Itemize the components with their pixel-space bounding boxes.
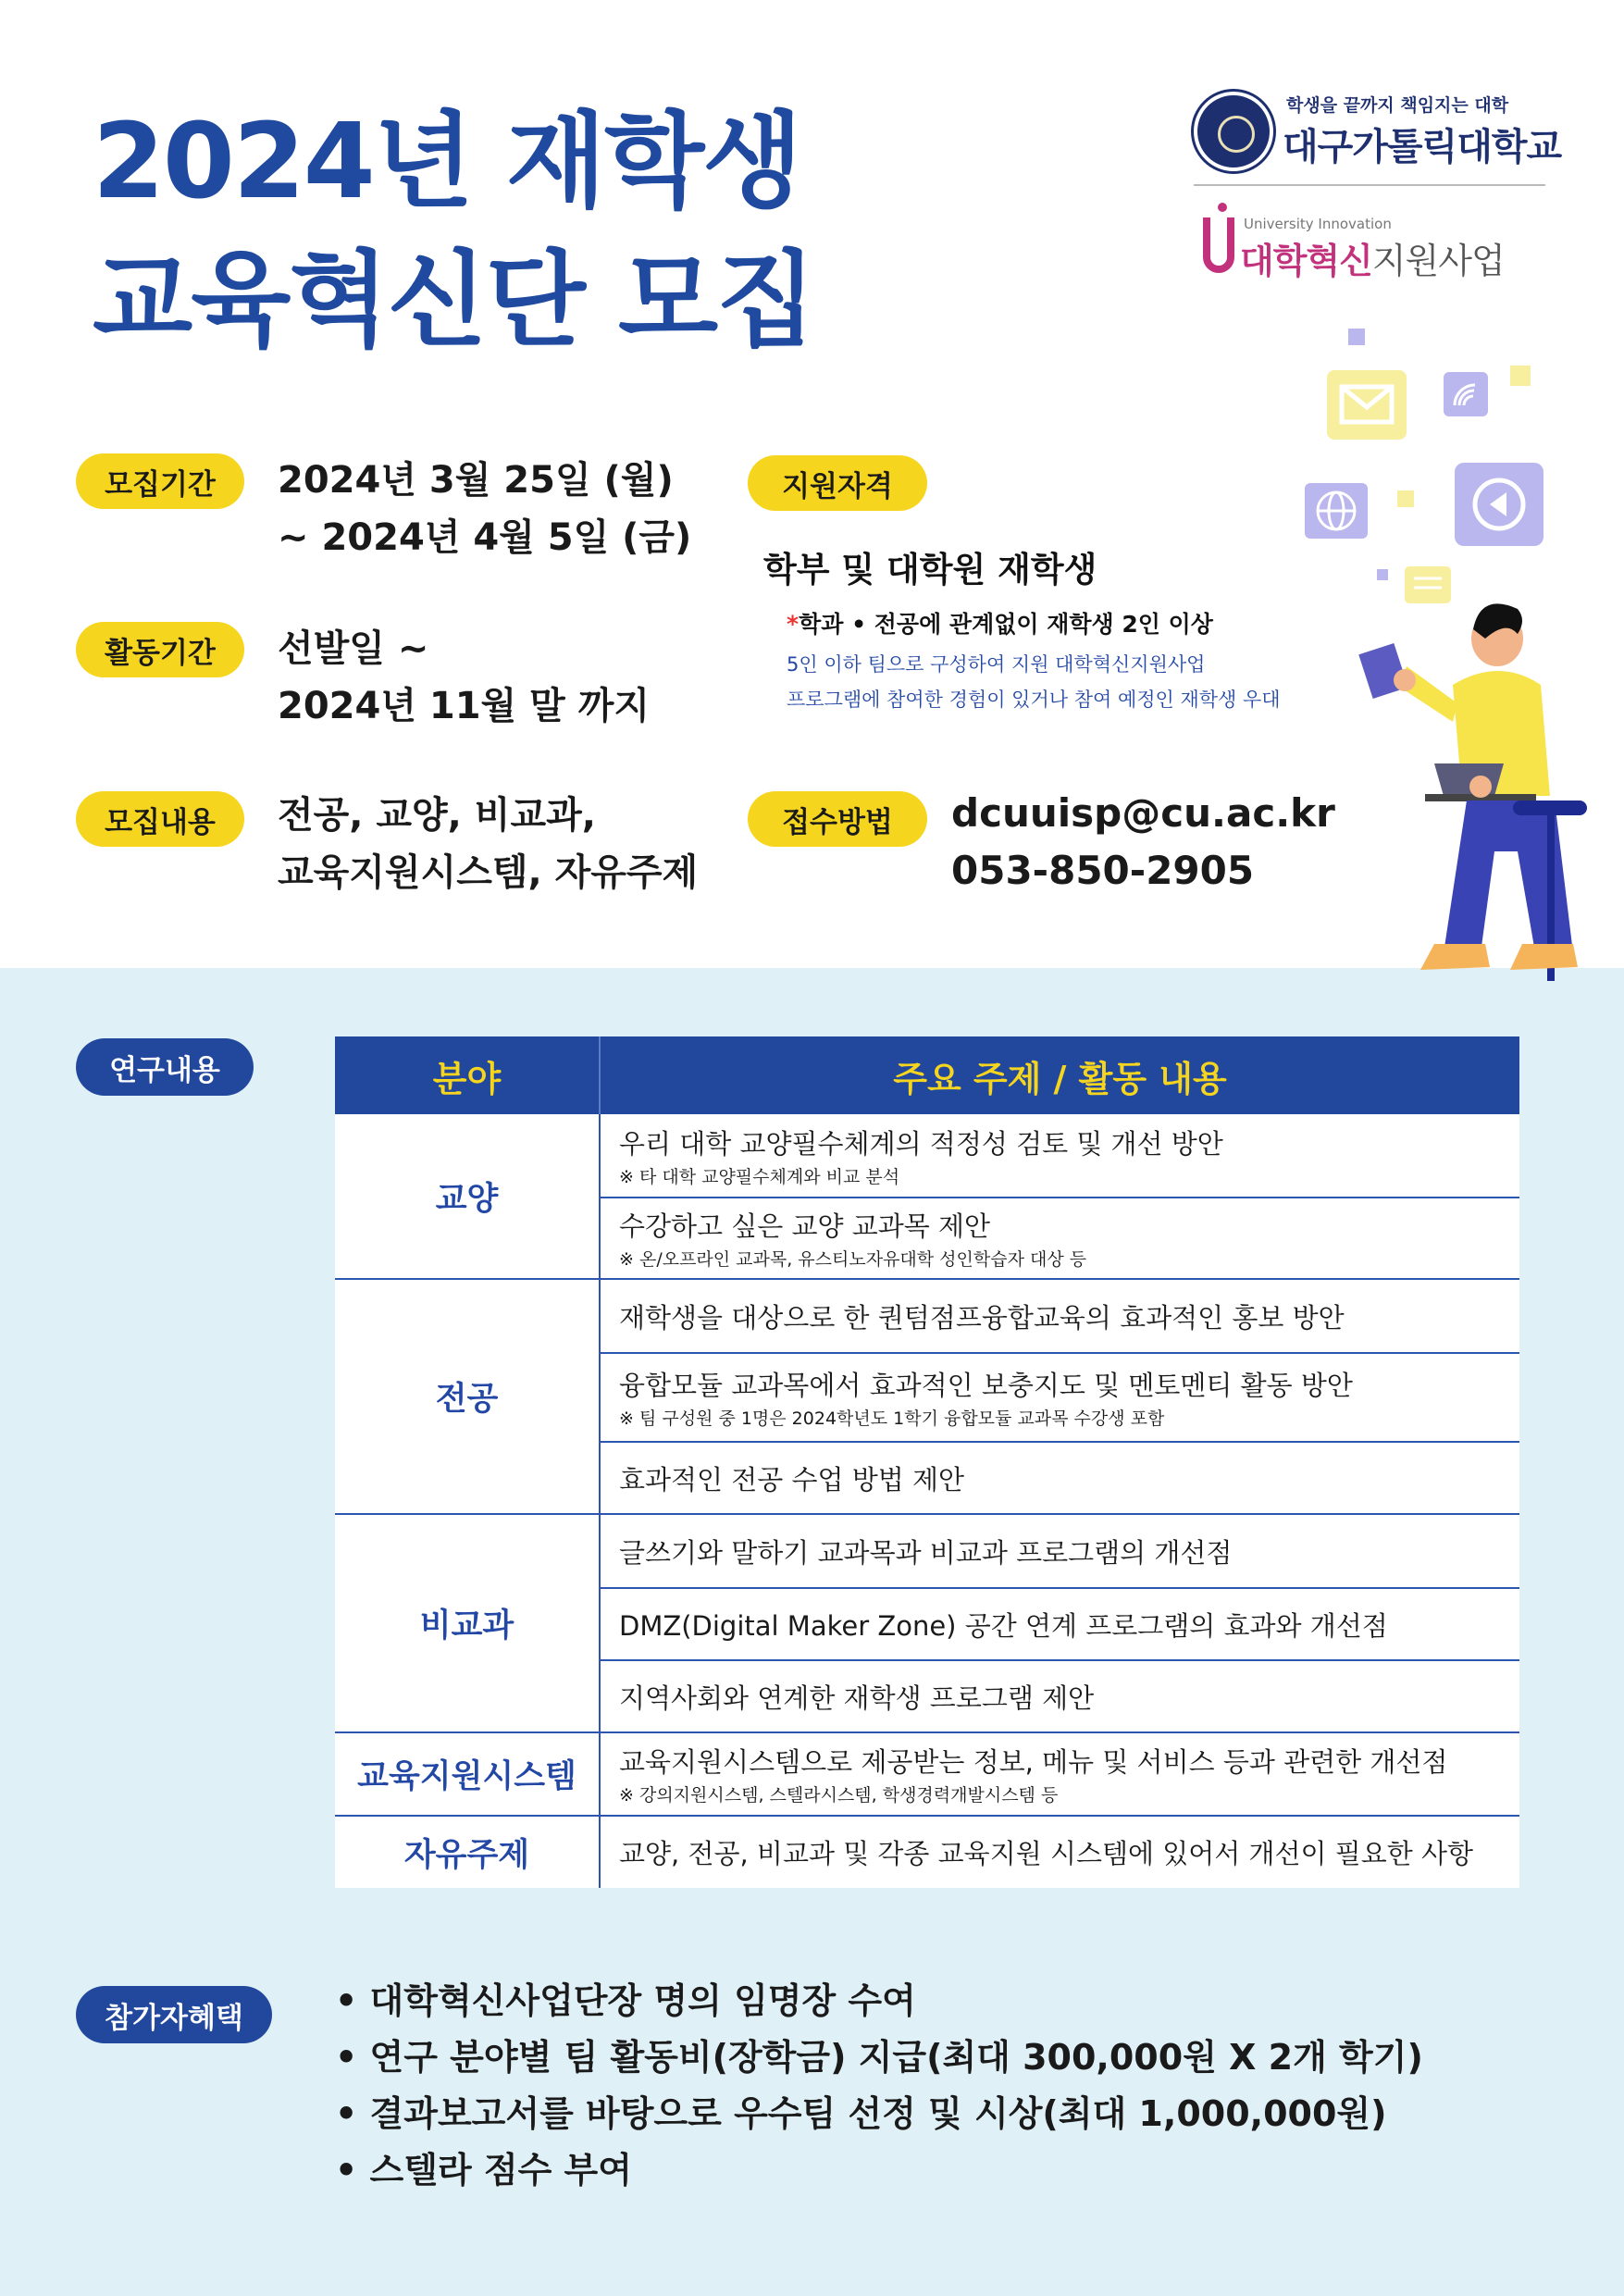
topic-sub: ※ 타 대학 교양필수체계와 비교 분석 (619, 1166, 900, 1187)
topic-text: 수강하고 싶은 교양 교과목 제안 (619, 1210, 991, 1242)
topic-text: 재학생을 대상으로 한 퀀텀점프융합교육의 효과적인 홍보 방안 (619, 1301, 1345, 1334)
topic-text: 교육지원시스템으로 제공받는 정보, 메뉴 및 서비스 등과 관련한 개선점 (619, 1746, 1448, 1778)
wifi-icon (1444, 372, 1488, 416)
category-liberal: 교양 (335, 1114, 600, 1279)
period-label: 모집기간 (76, 453, 244, 509)
table-row (335, 1514, 1519, 1588)
topic-cell (600, 1114, 1519, 1198)
qualification-note (787, 606, 1213, 639)
topic-cell (600, 1588, 1519, 1660)
content-line-1: 전공, 교양, 비교과, (278, 794, 596, 837)
university-tagline: 학생을 끝까지 책임지는 대학 (1286, 95, 1509, 116)
program-name-red: 대학혁신 (1240, 241, 1372, 281)
topic-cell (600, 1514, 1519, 1588)
topic-cell (600, 1353, 1519, 1442)
qualification-main: 학부 및 대학원 재학생 (763, 550, 1097, 590)
program-name-dark: 지원사업 (1371, 241, 1505, 281)
content-line-2: 교육지원시스템, 자유주제 (278, 851, 699, 894)
qualification-label: 지원자격 (748, 455, 927, 511)
activity-line-1: 선발일 ~ (278, 627, 429, 670)
activity-label: 활동기간 (76, 622, 244, 677)
university-name: 대구가톨릭대학교 (1283, 126, 1562, 168)
benefit-item: • 대학혁신사업단장 명의 임명장 수여 (335, 1973, 1423, 2029)
program-name (1240, 232, 1505, 283)
topic-sub: ※ 팀 구성원 중 1명은 2024학년도 1학기 융합모듈 교과목 수강생 포함 (619, 1409, 1165, 1429)
title-line-2: 교육혁신단 모집 (93, 241, 815, 361)
header-field: 분야 (335, 1036, 600, 1114)
content-label: 모집내용 (76, 791, 244, 847)
topic-text: DMZ(Digital Maker Zone) 공간 연계 프로그램의 효과와 개선점 (619, 1609, 1388, 1642)
university-seal-icon (1194, 92, 1273, 171)
period-line-1: 2024년 3월 25일 (월) (278, 459, 674, 502)
deco-square-1 (1348, 329, 1365, 345)
activity-line-2: 2024년 11월 말 까지 (278, 685, 650, 727)
content-value (278, 787, 698, 901)
topic-text: 우리 대학 교양필수체계의 적정성 검토 및 개선 방안 (619, 1127, 1223, 1160)
student-with-laptop-illustration (1358, 603, 1587, 981)
topic-text: 글쓰기와 말하기 교과목과 비교과 프로그램의 개선점 (619, 1536, 1233, 1569)
period-value (278, 452, 691, 566)
logo-divider (1194, 184, 1545, 186)
category-free: 자유주제 (335, 1816, 600, 1888)
topic-text: 효과적인 전공 수업 방법 제안 (619, 1463, 965, 1496)
category-extracurricular: 비교과 (335, 1514, 600, 1732)
qualification-note-star: * (787, 611, 800, 638)
table-row (335, 1114, 1519, 1198)
topic-sub: ※ 온/오프라인 교과목, 유스티노자유대학 성인학습자 대상 등 (619, 1249, 1087, 1270)
apply-email[interactable]: dcuuisp@cu.ac.kr (951, 790, 1335, 836)
globe-icon (1305, 483, 1368, 539)
activity-value (278, 620, 650, 735)
table-header-row (335, 1036, 1519, 1114)
research-label: 연구내용 (76, 1038, 254, 1096)
apply-value (951, 785, 1335, 900)
category-major: 전공 (335, 1279, 600, 1514)
topic-cell (600, 1816, 1519, 1888)
topic-cell (600, 1279, 1519, 1353)
header-topic: 주요 주제 / 활동 내용 (600, 1036, 1519, 1114)
period-line-2: ~ 2024년 4월 5일 (금) (278, 516, 692, 559)
topic-cell (600, 1660, 1519, 1732)
deco-square-2 (1510, 366, 1531, 386)
program-small-label: University Innovation (1244, 216, 1392, 232)
topic-cell (600, 1442, 1519, 1514)
topic-cell (600, 1732, 1519, 1816)
deco-square-3 (1397, 490, 1414, 507)
apply-label: 접수방법 (748, 791, 927, 847)
table-row (335, 1279, 1519, 1353)
benefit-item: • 연구 분야별 팀 활동비(장학금) 지급(최대 300,000원 X 2개 학기) (335, 2029, 1423, 2086)
table-row (335, 1816, 1519, 1888)
title-line-1: 2024년 재학생 (93, 102, 801, 222)
topic-sub: ※ 강의지원시스템, 스텔라시스템, 학생경력개발시스템 등 (619, 1785, 1059, 1806)
table-row (335, 1732, 1519, 1816)
benefit-label: 참가자혜택 (76, 1986, 272, 2043)
page-title (93, 93, 814, 370)
mail-icon (1327, 370, 1407, 440)
topic-text: 융합모듈 교과목에서 효과적인 보충지도 및 멘토멘티 활동 방안 (619, 1370, 1353, 1401)
university-innovation-logo-icon (1203, 217, 1234, 273)
benefit-item: • 스텔라 점수 부여 (335, 2142, 1423, 2199)
research-table (335, 1036, 1519, 1888)
qualification-sub-1: 5인 이하 팀으로 구성하여 지원 대학혁신지원사업 (787, 653, 1206, 676)
benefit-item: • 결과보고서를 바탕으로 우수팀 선정 및 시상(최대 1,000,000원) (335, 2086, 1423, 2142)
topic-text: 지역사회와 연계한 재학생 프로그램 제안 (619, 1682, 1095, 1714)
apply-phone: 053-850-2905 (951, 848, 1255, 893)
deco-square-4 (1377, 569, 1388, 580)
qualification-note-text: 학과 • 전공에 관계없이 재학생 2인 이상 (799, 611, 1213, 638)
topic-text: 교양, 전공, 비교과 및 각종 교육지원 시스템에 있어서 개선이 필요한 사항 (619, 1838, 1474, 1869)
category-support-system: 교육지원시스템 (335, 1732, 600, 1816)
qualification-sub-2: 프로그램에 참여한 경험이 있거나 참여 예정인 재학생 우대 (787, 689, 1281, 711)
topic-cell (600, 1198, 1519, 1279)
decoration-illustration (1295, 315, 1601, 981)
play-icon (1455, 463, 1543, 546)
benefit-list (335, 1973, 1423, 2199)
chat-icon (1405, 566, 1451, 603)
